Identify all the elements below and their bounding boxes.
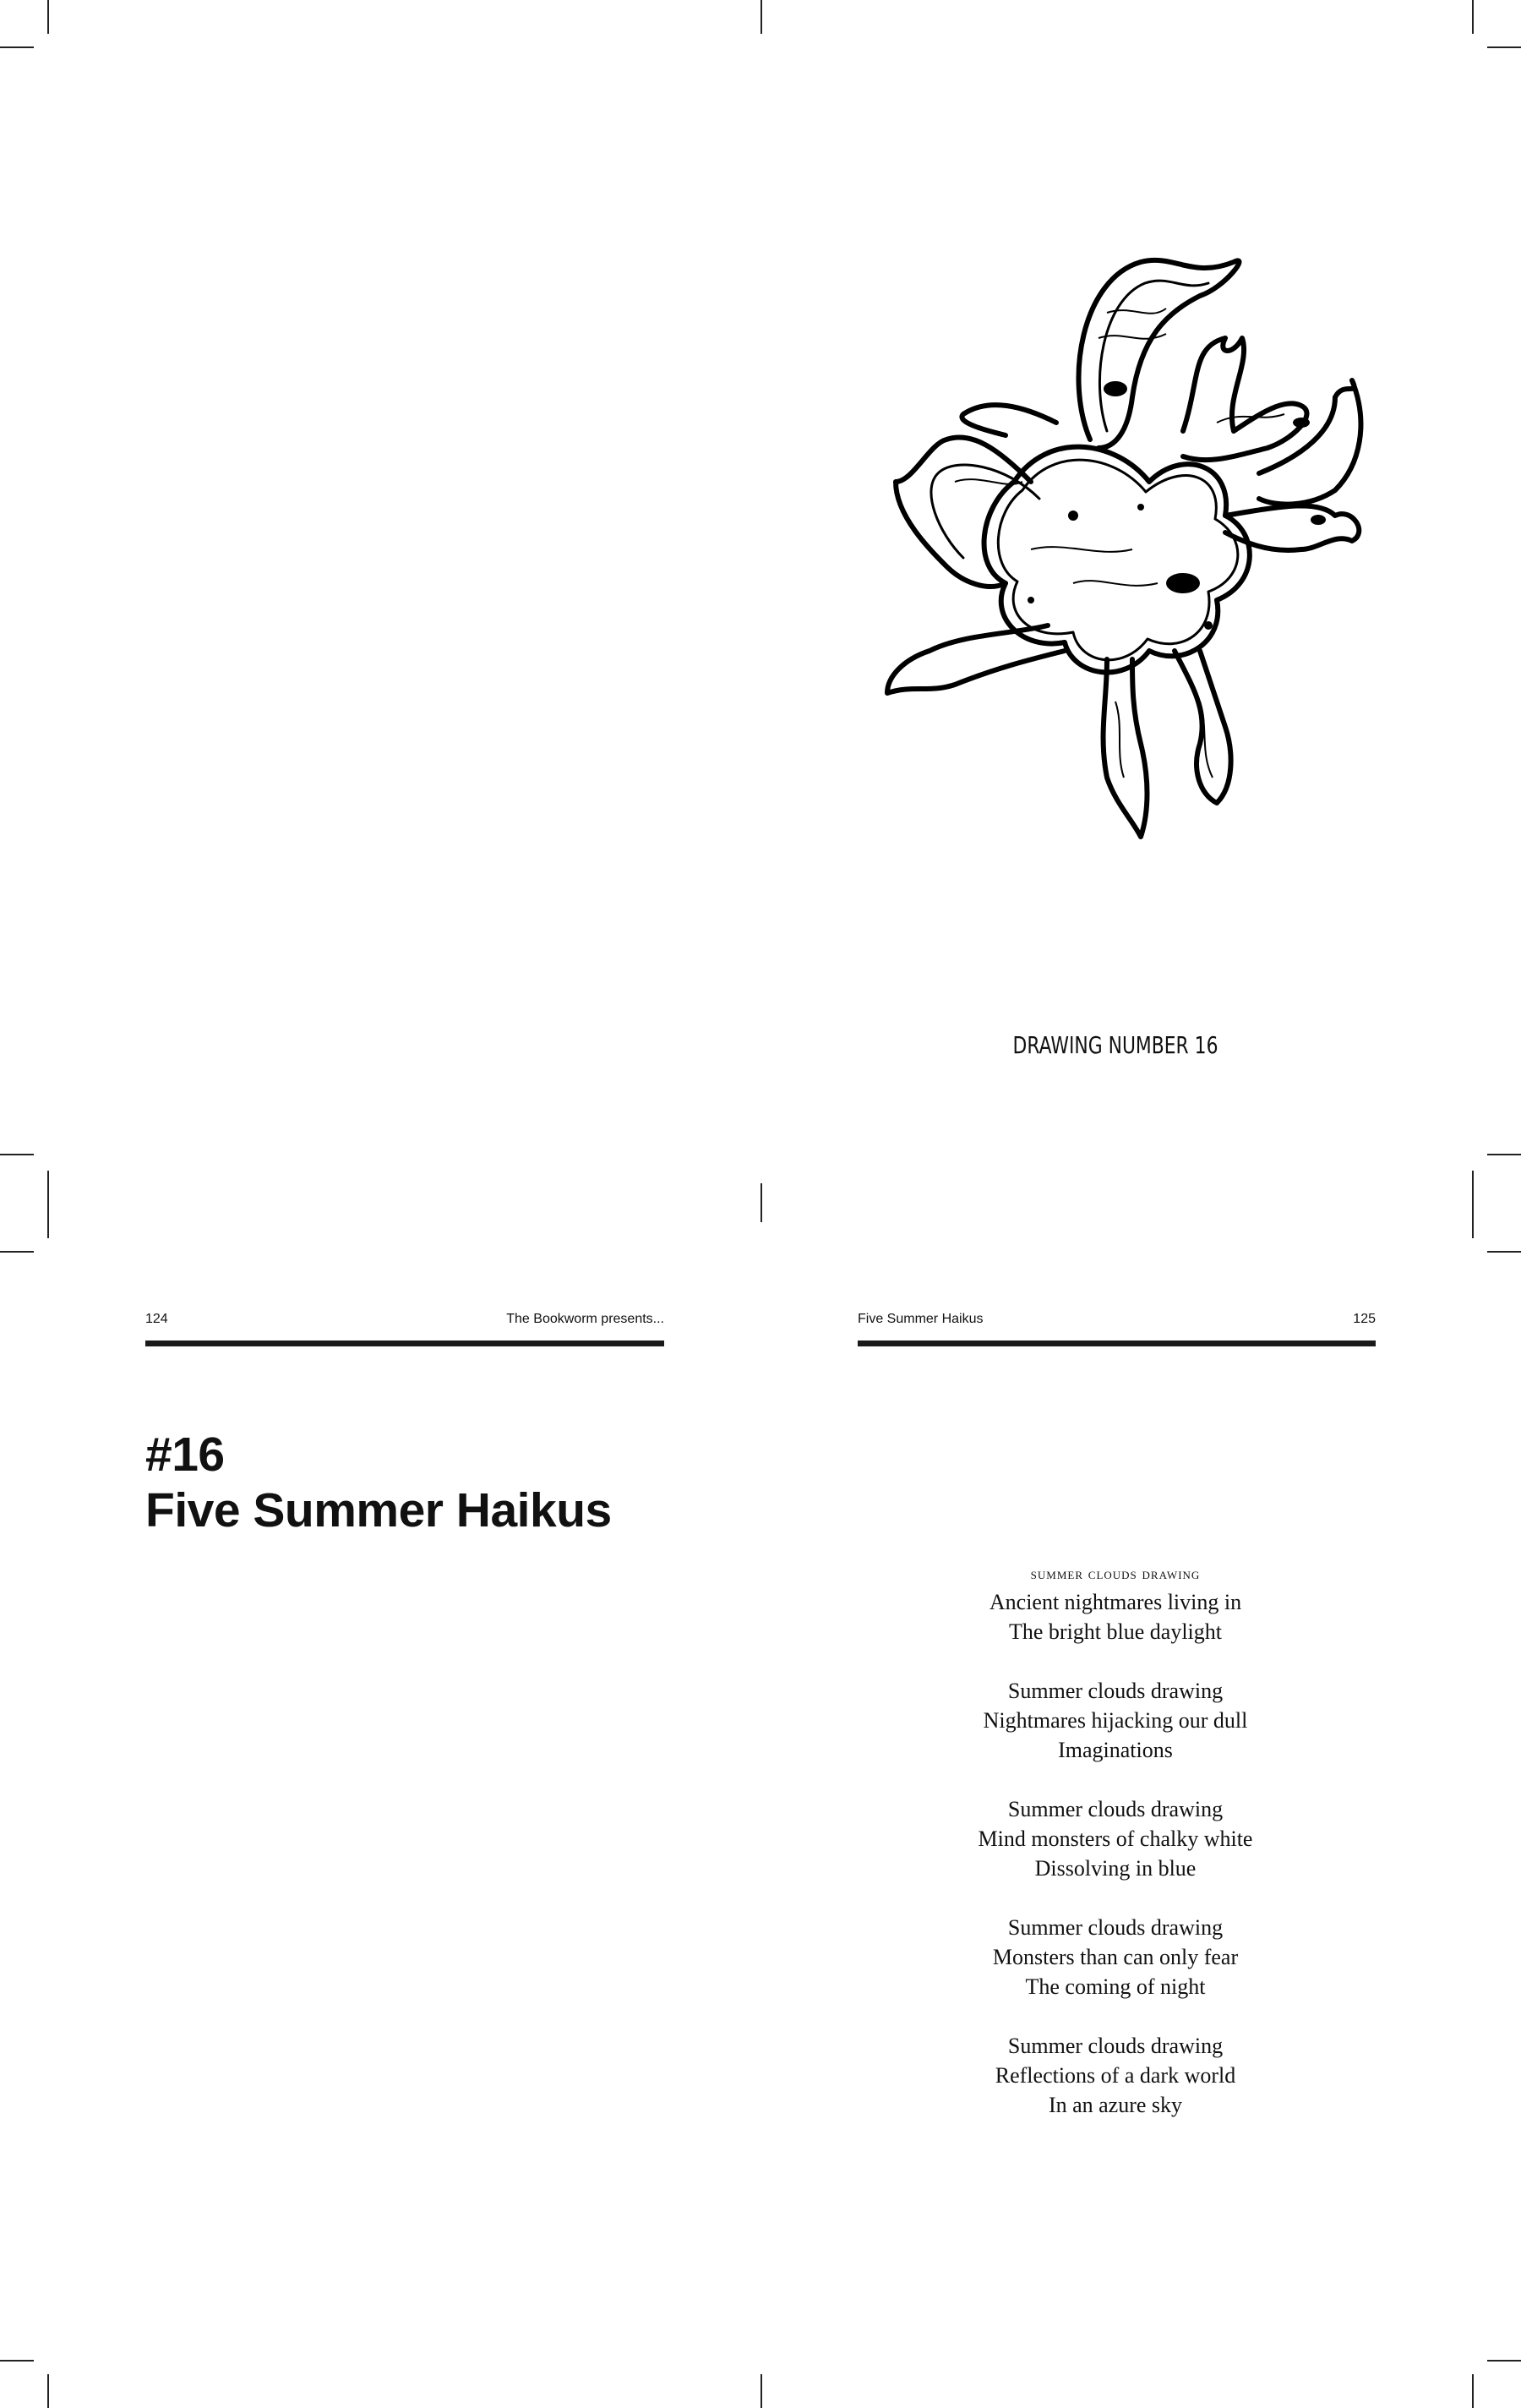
stanza [930,1794,1301,1883]
poem-line: The coming of night [1025,1974,1206,1999]
poem-line: Summer clouds drawing [1007,1797,1224,1821]
crop-mark [1487,1251,1521,1253]
header-rule-left [145,1341,664,1346]
poem-line: The bright blue daylight [1008,1619,1222,1644]
crop-mark [0,1251,34,1253]
poem-line: Reflections of a dark world [995,2063,1236,2088]
poem-line: Summer clouds drawing [1007,1679,1224,1703]
crop-mark [47,2374,49,2408]
crop-mark [1472,0,1474,34]
chapter-heading [145,1427,686,1538]
crop-mark [760,2374,762,2408]
running-head-left: The Bookworm presents... [506,1312,664,1326]
stanza [930,1676,1301,1765]
poem-line: Summer clouds drawing [1007,2034,1224,2058]
crop-mark [1472,1171,1474,1238]
poem-line: Imaginations [1058,1738,1173,1762]
crop-mark [1487,46,1521,48]
cloud-creature-drawing [862,228,1386,904]
stanza [930,2031,1301,2120]
crop-mark [1487,1154,1521,1155]
crop-mark [47,0,49,34]
crop-mark [47,1171,49,1238]
crop-mark [0,46,34,48]
stanza [930,1913,1301,2001]
drawing-caption: DRAWING NUMBER 16 [1012,1031,1218,1059]
crop-mark [1487,2360,1521,2362]
poem-line: In an azure sky [1048,2093,1183,2117]
page-number-right: 125 [1353,1312,1376,1326]
poem-line: Monsters than can only fear [992,1945,1239,1969]
poem-line: Dissolving in blue [1034,1856,1197,1881]
poem [930,1562,1301,2149]
stanza [930,1587,1301,1646]
chapter-number: #16 [145,1428,225,1482]
poem-line: Ancient nightmares living in [989,1590,1242,1614]
running-head-right: Five Summer Haikus [858,1312,984,1326]
chapter-title: Five Summer Haikus [145,1483,612,1537]
crop-mark [1472,2374,1474,2408]
crop-mark [760,0,762,34]
crop-mark [0,2360,34,2362]
crop-mark [760,1183,762,1222]
header-rule-right [858,1341,1376,1346]
page-number-left: 124 [145,1312,168,1326]
poem-heading: summer clouds drawing [1030,1565,1201,1583]
poem-line: Summer clouds drawing [1007,1915,1224,1940]
crop-mark [0,1154,34,1155]
poem-line: Mind monsters of chalky white [978,1826,1253,1851]
poem-line: Nightmares hijacking our dull [983,1708,1248,1733]
